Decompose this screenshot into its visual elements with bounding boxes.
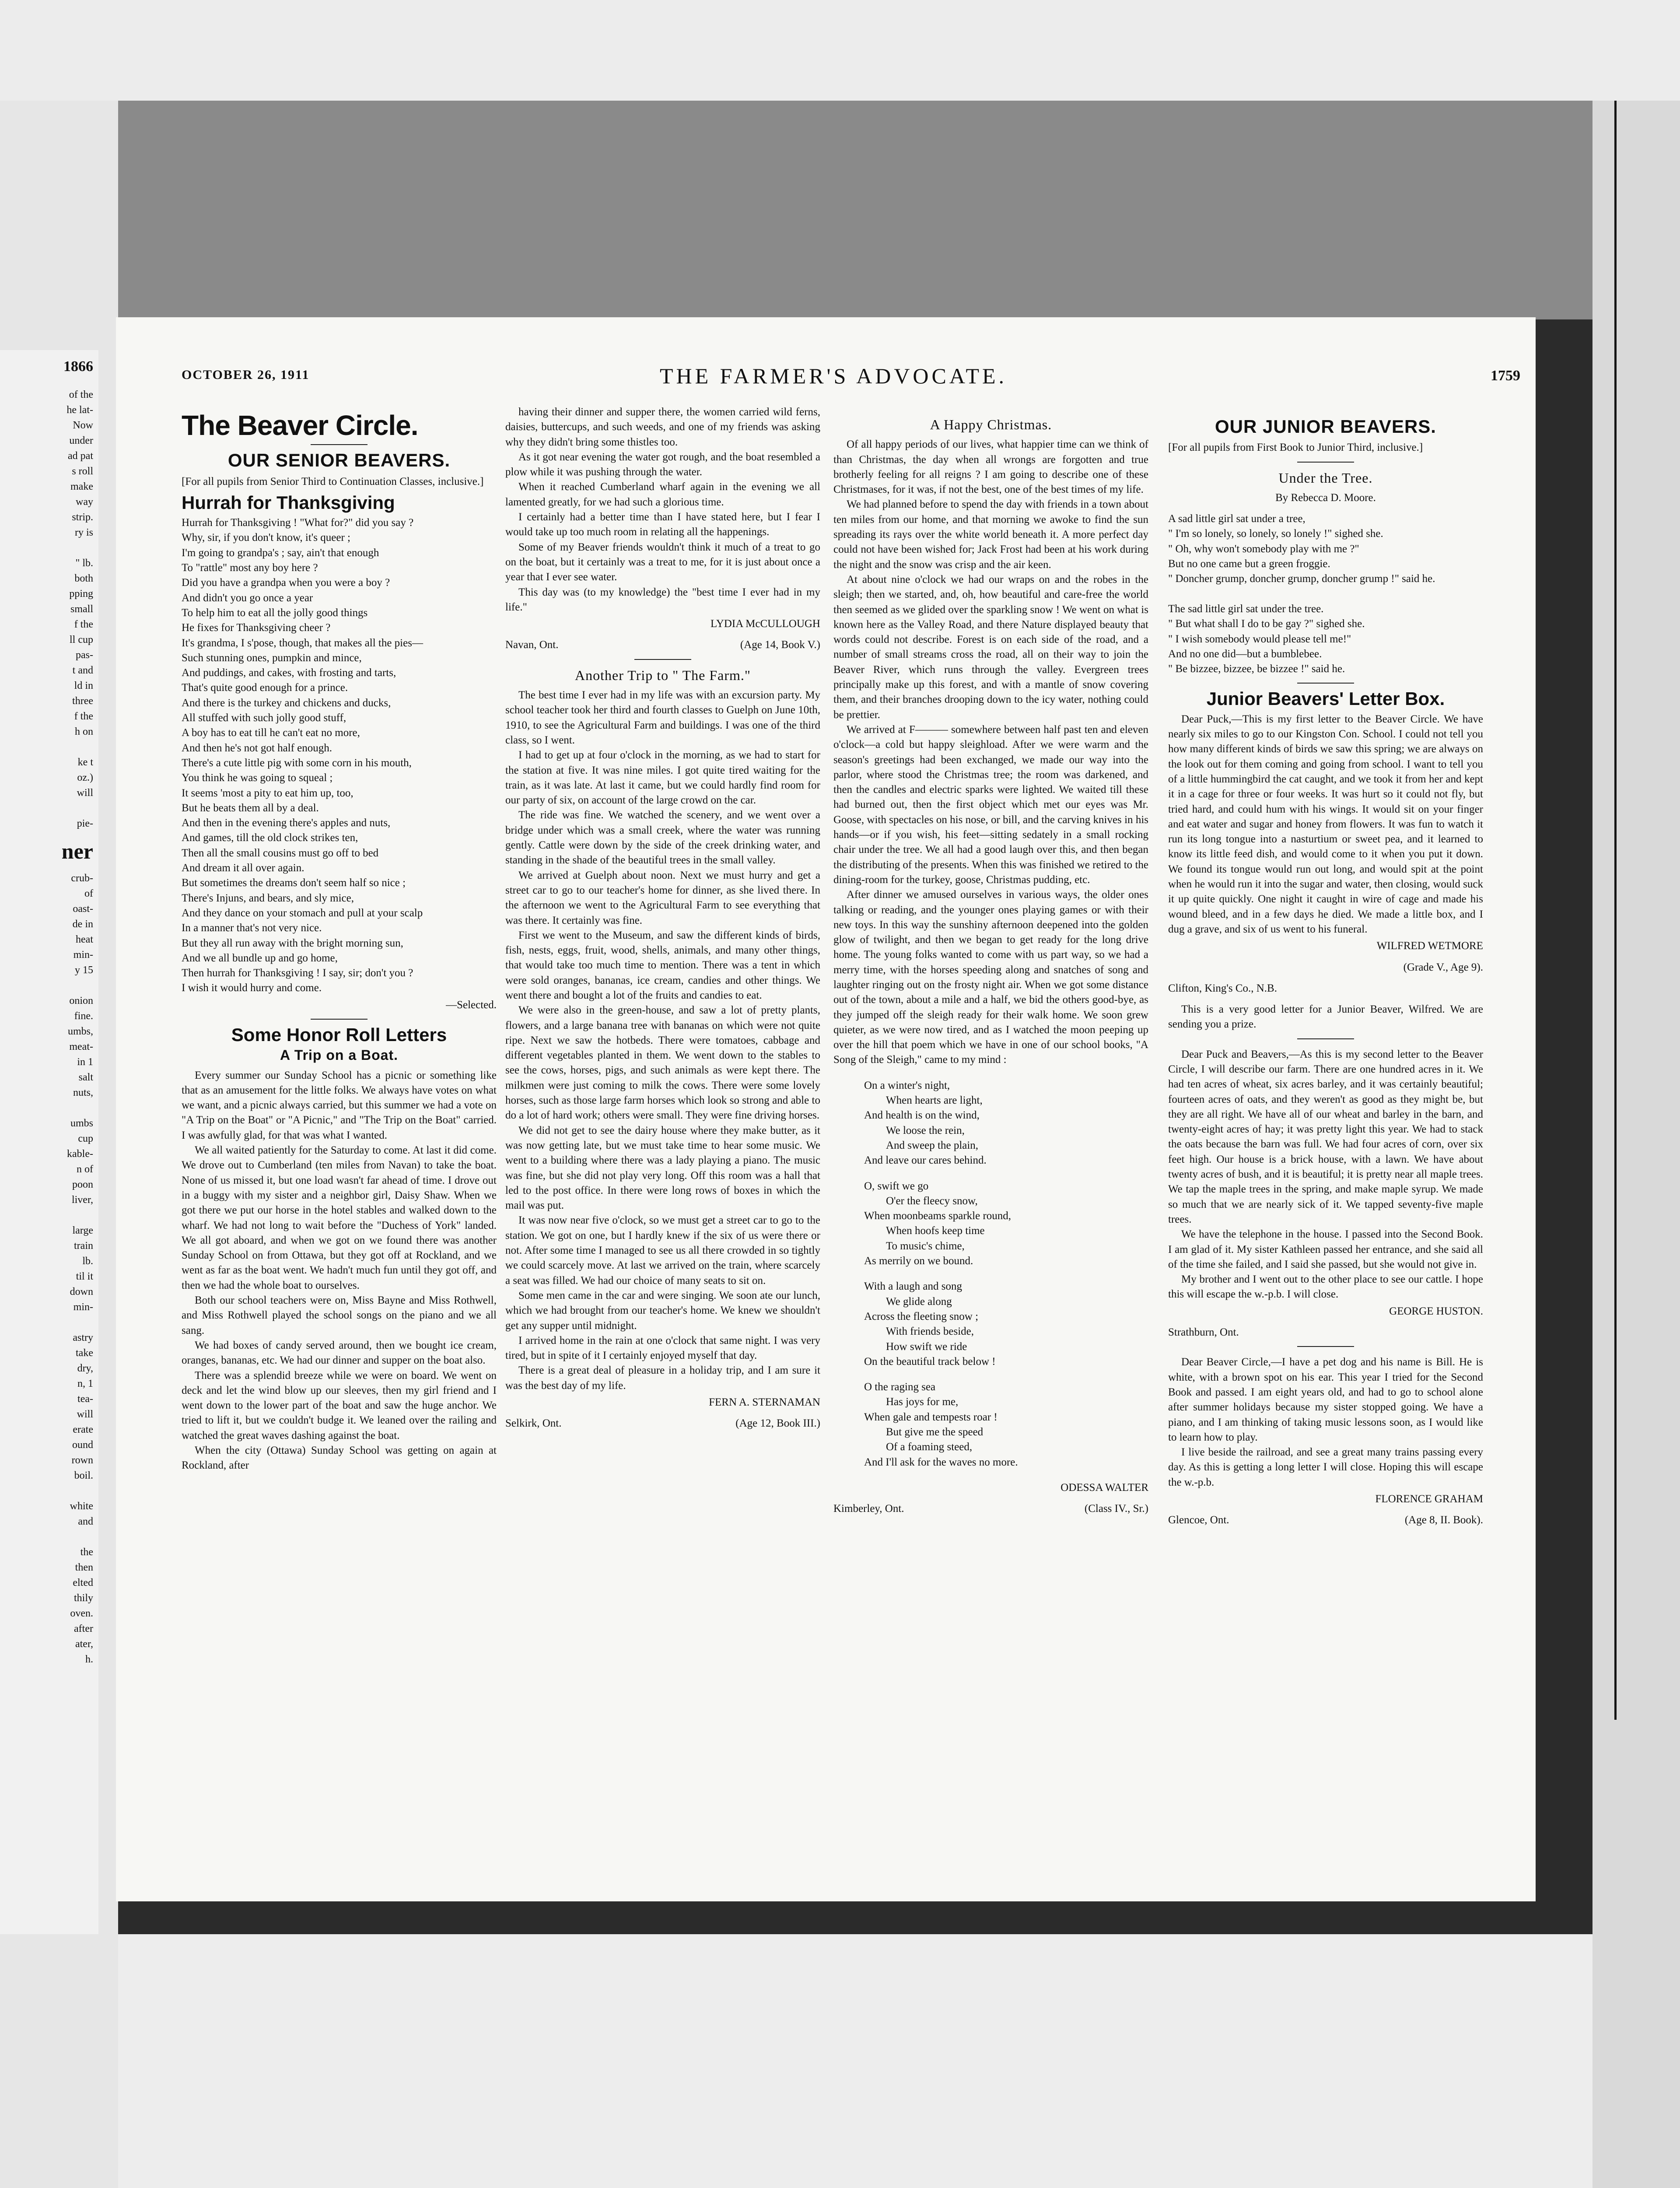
poem-line: A boy has to eat till he can't eat no more,	[182, 727, 360, 739]
paragraph: The ride was fine. We watched the scenery, and we went over a bridge under which was a small creek, where the water was running gently. Cattle were down by the side of the creek drinking water, and standing in the shade of the beautiful trees in the small valley.	[505, 809, 820, 866]
editor-reply: This is a very good letter for a Junior Beaver, Wilfred. We are sending you a prize.	[1168, 1003, 1483, 1031]
fragment-line: cup	[78, 1133, 93, 1144]
signature-age: (Age 12, Book III.)	[735, 1417, 820, 1430]
signature-place: Selkirk, Ont.	[505, 1417, 562, 1430]
paragraph: The best time I ever had in my life was with an excursion party. My school teacher took her third and fourth classes to Guelph on June 10th, 1910, to see the Agricultural Farm and buildings. I was one of the third class, so I went.	[505, 689, 820, 746]
paragraph: First we went to the Museum, and saw the different kinds of birds, fish, nests, eggs, fruit, wood, shells, animals, and many other things, that would take too much time to mention. There was a tent in which were sold oranges, bananas, ice cream, candies and other things. We went there and bought a lot of the fruits and candies to eat.	[505, 929, 820, 1001]
poem-line: " Doncher grump, doncher grump, doncher grump !" said he.	[1168, 573, 1435, 585]
poem-line: And sweep the plain,	[886, 1139, 979, 1151]
poem-line: We loose the rein,	[886, 1124, 965, 1136]
rule	[1297, 1346, 1354, 1347]
poem-line: On a winter's night,	[864, 1079, 950, 1091]
fragment-line: crub-	[71, 873, 93, 884]
letter-george	[1168, 1047, 1483, 1302]
paragraph: I had to get up at four o'clock in the morning, as we had to start for the station at five. It was nine miles. I got quite tired waiting for the train, as it was late. At last it came, but we could hardly find room for our party of six, on account of the large crowd on the car.	[505, 749, 820, 806]
fragment-line	[0, 801, 98, 816]
boat-letter-continued	[505, 405, 820, 615]
poem-line: There's Injuns, and bears, and sly mice,	[182, 892, 354, 904]
fragment-line: will	[77, 1409, 93, 1420]
poem-line: As merrily on we bound.	[864, 1255, 973, 1267]
under-the-tree-poem	[1168, 512, 1483, 677]
poem-line: A sad little girl sat under a tree,	[1168, 513, 1306, 525]
scan-gray-band	[118, 101, 1592, 319]
fragment-line: de in	[72, 919, 93, 930]
farm-trip-heading: Another Trip to " The Farm."	[575, 667, 751, 683]
masthead: THE FARMER'S ADVOCATE.	[659, 364, 1008, 388]
christmas-heading: A Happy Christmas.	[930, 417, 1052, 432]
senior-beavers-heading: OUR SENIOR BEAVERS.	[228, 450, 451, 471]
fragment-line: heat	[76, 934, 93, 945]
junior-note: [For all pupils from First Book to Junior Third, inclusive.]	[1168, 442, 1423, 454]
rule	[311, 444, 368, 445]
paragraph: Some men came in the car and were singing. We soon ate our lunch, which we had brought from our teacher's home. We knew we shouldn't get any supper until midnight.	[505, 1289, 820, 1332]
letter-wilfred	[1168, 712, 1483, 937]
fragment-line: both	[74, 573, 93, 584]
fragment-line: y 15	[75, 964, 93, 976]
fragment-line	[0, 1529, 98, 1545]
poem-line: And leave our cares behind.	[864, 1154, 987, 1167]
left-fragment-heading: ner	[61, 839, 93, 863]
fragment-line: pping	[69, 588, 93, 600]
paragraph: Dear Puck,—This is my first letter to the Beaver Circle. We have nearly six miles to go to our Kingston Con. School. I could not tell you how many different kinds of birds we saw this spring; we are always on the look out for them coming and going from school. I want to tell you of a little hummingbird the cat caught, and we took it from her and kept it in a cage for three or four weeks. It was hurt so it could not fly, but tried hard, and could hum with his wings. It would sit on your finger and eat water and sugar and honey from flowers. It was fun to watch it run its long tongue into a nasturtium or sweet pea, and it learned to know its little feed dish, and would come to it when you put it down. We found its tongue would run out long, and would spit at the point when he would run it into the sugar and water, then closing, would suck it up quite quickly. One night it caught in wire of cage and made his wound bleed, and in a few days he died. We made a little box, and I dug a grave, and six of us went to his funeral.	[1168, 713, 1483, 935]
signature-age: (Age 8, II. Book).	[1404, 1514, 1483, 1526]
fragment-line: then	[75, 1562, 93, 1573]
left-fragment-lines-b	[0, 871, 98, 1667]
fragment-line: astry	[73, 1332, 93, 1343]
fragment-line: liver,	[71, 1194, 93, 1206]
paragraph: We arrived at F——— somewhere between half past ten and eleven o'clock—a cold but happy sleighload. After we were warm and the season's greetings had been exchanged, we made our way into the parlor, where stood the Christmas tree; the room was darkened, and then the candles and electric sparks were lighted. We waited till these had burned out, then the first object which met our eyes was Mr. Goose, with spectacles on his nose, or bill, and the carving knives in his hands—or if you wish, his feet—sitting sedately in a small rocking chair under the tree. We all had a good laugh over this, and then began the distributing of the presents. When this was finished we retired to the dining-room for the turkey, goose, Christmas pudding, etc.	[833, 723, 1148, 886]
signature-age: (Class IV., Sr.)	[1084, 1503, 1148, 1515]
poem-line: When gale and tempests roar !	[864, 1411, 998, 1423]
fragment-line: ad pat	[68, 450, 93, 462]
signature-name: WILFRED WETMORE	[1376, 940, 1483, 952]
fragment-line	[0, 540, 98, 556]
poem-line: And no one did—but a bumblebee.	[1168, 648, 1322, 660]
fragment-line: make	[70, 481, 93, 492]
paragraph: When it reached Cumberland wharf again in the evening we all lamented greatly, for we had such a glorious time.	[505, 481, 820, 508]
fragment-line: umbs	[70, 1118, 93, 1129]
signature-place: Clifton, King's Co., N.B.	[1168, 982, 1277, 994]
signature-line	[1168, 1513, 1483, 1528]
poem-line: But sometimes the dreams don't seem half so nice ;	[182, 877, 406, 889]
fragment-line: he lat-	[66, 404, 93, 416]
column-3	[833, 414, 1148, 1522]
poem-line: Then all the small cousins must go off to bed	[182, 847, 379, 859]
poem-line: And there is the turkey and chickens and ducks,	[182, 697, 391, 709]
farm-trip-letter	[505, 688, 820, 1393]
page-header	[182, 364, 1520, 394]
poem-line: Did you have a grandpa when you were a boy ?	[182, 577, 390, 589]
poem-line: When moonbeams sparkle round,	[864, 1210, 1012, 1222]
poem-line: There's a cute little pig with some corn in his mouth,	[182, 757, 412, 769]
fragment-line: tea-	[77, 1393, 93, 1405]
poem-line: And I'll ask for the waves no more.	[864, 1456, 1018, 1468]
fragment-line	[0, 1208, 98, 1223]
fragment-line: take	[76, 1347, 93, 1359]
fragment-line	[0, 740, 98, 755]
poem-line: " I'm so lonely, so lonely, so lonely !" sighed she.	[1168, 528, 1383, 540]
issue-date: OCTOBER 26, 1911	[182, 368, 310, 382]
fragment-line: t and	[72, 665, 93, 676]
fragment-line: will	[77, 787, 93, 799]
fragment-line: h on	[75, 726, 93, 737]
newspaper-page	[116, 317, 1536, 1901]
poem-line: To music's chime,	[886, 1240, 965, 1252]
fragment-line: til it	[76, 1271, 93, 1282]
poem-stanza	[864, 1179, 1148, 1269]
fragment-line: umbs,	[67, 1026, 93, 1037]
poem-line: You think he was going to squeal ;	[182, 772, 333, 784]
fragment-line: meat-	[69, 1041, 93, 1052]
fragment-line: in 1	[77, 1056, 93, 1068]
rule	[311, 1019, 368, 1020]
signature-place: Strathburn, Ont.	[1168, 1326, 1239, 1339]
fragment-line: oast-	[73, 903, 93, 915]
fragment-line: strip.	[72, 512, 93, 523]
poem-line: Has joys for me,	[886, 1396, 959, 1408]
fragment-line: under	[69, 435, 93, 446]
signature-place: Kimberley, Ont.	[833, 1503, 904, 1515]
left-page-fragment	[0, 350, 98, 1934]
fragment-line: Now	[73, 420, 93, 431]
rule	[1297, 683, 1354, 684]
fragment-line: ry is	[75, 527, 93, 538]
paragraph: I live beside the railroad, and see a great many trains passing every day. As this is getting a long letter I will close. Hoping this will escape the w.-p.b.	[1168, 1446, 1483, 1488]
paragraph: We did not get to see the dairy house where they make butter, as it was now getting late, but we must take time to hear some music. We went to a building where there was a lady playing a piano. The music was fine, but she did not play very long. Off this room was a hall that led to the post office. In there were long rows of boxes in which the mail was put.	[505, 1124, 820, 1212]
poem-line: We glide along	[886, 1295, 952, 1308]
poem-line: And health is on the wind,	[864, 1109, 980, 1122]
fragment-line	[0, 978, 98, 993]
poem-line: " I wish somebody would please tell me!"	[1168, 633, 1351, 645]
poem-line: Why, sir, if you don't know, it's queer ;	[182, 532, 350, 544]
poem-line: With a laugh and song	[864, 1280, 962, 1293]
thanksgiving-poem	[182, 515, 497, 996]
signature-age: (Grade V., Age 9).	[1403, 961, 1483, 973]
column-2	[505, 405, 820, 1438]
poem-credit: —Selected.	[446, 999, 497, 1011]
rule	[1297, 1038, 1354, 1039]
fragment-line: of the	[69, 389, 93, 400]
paragraph: We have the telephone in the house. I passed into the Second Book. I am glad of it. My sister Kathleen passed her entrance, and she said all of the time she failed, and I said she passed, but she would not give in.	[1168, 1228, 1483, 1270]
poem-line: And we all bundle up and go home,	[182, 952, 338, 964]
fragment-line: rown	[71, 1455, 93, 1466]
signature-line	[833, 1501, 1148, 1516]
poem-line: O'er the fleecy snow,	[886, 1195, 978, 1207]
poem-line: " Oh, why won't somebody play with me ?"	[1168, 543, 1359, 555]
fragment-line: ld in	[74, 680, 93, 691]
fragment-line: min-	[73, 1301, 93, 1313]
paragraph: Some of my Beaver friends wouldn't think it much of a treat to go on the boat, but it certainly was a treat to me, for it is just about once a year that I ever see water.	[505, 541, 820, 583]
poem-line: Then hurrah for Thanksgiving ! I say, sir; don't you ?	[182, 967, 413, 979]
scan-divider-line	[1614, 101, 1617, 1720]
signature-line	[505, 638, 820, 652]
scan-right-edge	[1592, 101, 1680, 2188]
fragment-line: min-	[73, 949, 93, 961]
fragment-line: after	[74, 1623, 93, 1634]
signature-name: GEORGE HUSTON.	[1389, 1305, 1483, 1317]
fragment-line: f the	[74, 619, 93, 630]
paragraph: It was now near five o'clock, so we must get a street car to go to the station. We got on one, but I hardly knew if the six of us were there or not. After some time I managed to see us all there crowded in so tightly we could scarcely move. At last we arrived on the train, where scarcely a seat was filled. We had our choice of many seats to sit on.	[505, 1214, 820, 1287]
song-of-the-sleigh	[833, 1078, 1148, 1470]
fragment-line: salt	[78, 1072, 93, 1083]
thanksgiving-poem-title: Hurrah for Thanksgiving	[182, 492, 395, 513]
fragment-line: three	[72, 695, 93, 707]
christmas-letter	[833, 437, 1148, 1067]
fragment-line: thily	[74, 1592, 93, 1604]
signature-name: FLORENCE GRAHAM	[1375, 1493, 1483, 1505]
paragraph: At about nine o'clock we had our wraps on and the robes in the sleigh; then we started, and, oh, how beautiful and care-free the world then seemed as we glided over the sparkling snow ! We went on what is known here as the Valley Road, and there Nature displayed beauty that words could not describe. Forest is on each side of the road, and a number of small streams cross the road, all on their way to join the Beaver River, which runs through the valley. Evergreen trees principally make up this forest, and with a mantle of snow covering them, and their branches drooping down to the icy water, nothing could be prettier.	[833, 573, 1148, 721]
poem-line: O, swift we go	[864, 1180, 929, 1192]
poem-line: But they all run away with the bright morning sun,	[182, 937, 403, 949]
poem-line: That's quite good enough for a prince.	[182, 682, 348, 694]
fragment-line	[0, 1315, 98, 1330]
poem-line: When hoofs keep time	[886, 1225, 985, 1237]
paragraph: We were also in the green-house, and saw a lot of pretty plants, flowers, and a large banana tree with bananas on which were not quite ripe. Next we saw the hotbeds. There were tomatoes, cabbage and different vegetables planted in them. We went down to the stables to see the cows, horses, pigs, and such animals as were kept there. The milkmen were just coming to milk the cows. There were some lovely horses, such as those large farm horses which look so strong and able to do a lot of hard work; others were small. They were fine driving horses.	[505, 1004, 820, 1122]
poem-line: On the beautiful track below !	[864, 1355, 996, 1368]
fragment-line: small	[70, 603, 93, 615]
poem-line: How swift we ride	[886, 1340, 967, 1353]
poem-line: The sad little girl sat under the tree.	[1168, 603, 1324, 615]
column-1	[182, 409, 497, 1473]
poem-line: When hearts are light,	[886, 1094, 983, 1107]
fragment-line: lb.	[82, 1255, 93, 1267]
paragraph: We had planned before to spend the day with friends in a town about ten miles from our home, and that morning we awoke to find the sun spreading its rays over the white world beneath it. A more perfect day could not have been wished for; Jack Frost had been at his work during the night and the snow was crisp and the air keen.	[833, 498, 1148, 571]
signature-age: (Age 14, Book V.)	[740, 639, 820, 651]
fragment-line: onion	[69, 995, 93, 1006]
poem-line: And didn't you go once a year	[182, 592, 313, 604]
poem-line: And puddings, and cakes, with frosting and tarts,	[182, 667, 396, 679]
signature-line	[505, 1416, 820, 1431]
poem-line: And dream it all over again.	[182, 862, 304, 874]
poem-line: I wish it would hurry and come.	[182, 982, 322, 994]
fragment-line: poon	[72, 1179, 93, 1190]
poem-line: And they dance on your stomach and pull at your scalp	[182, 907, 423, 919]
poem-line: Hurrah for Thanksgiving ! "What for?" did you say ?	[182, 517, 414, 529]
poem-line: But he beats them all by a deal.	[182, 802, 319, 814]
paragraph: We all waited patiently for the Saturday to come. At last it did come. We drove out to Cumberland (ten miles from Navan) to take the boat. None of us missed it, but one load wasn't far ahead of time. I drove out in a buggy with my sister and a neighbor girl, Daisy Shaw. When we got there we put our horse in the hotel stables and walked down to the wharf. We had not long to wait before the "Duchess of York" landed. We all got aboard, and when we got on we found there was another Sunday School on from Ottawa, but they got off at Rockland, and we went as far as the boat went. We hadn't much fun until they got off, and then we had the whole boat to ourselves.	[182, 1144, 497, 1291]
fragment-line: dry,	[77, 1363, 93, 1374]
honor-roll-heading: Some Honor Roll Letters	[231, 1024, 447, 1045]
poem-line: " Be bizzee, bizzee, be bizzee !" said he.	[1168, 663, 1345, 675]
under-the-tree-title: Under the Tree.	[1278, 470, 1373, 486]
page-number: 1759	[1491, 368, 1520, 384]
paragraph: We had boxes of candy served around, then we bought ice cream, oranges, bananas, etc. We had our dinner and supper on the boat also.	[182, 1339, 497, 1367]
paragraph: I certainly had a better time than I have stated here, but I fear I would take up too much room in relating all the happenings.	[505, 511, 820, 538]
signature-place: Glencoe, Ont.	[1168, 1514, 1229, 1526]
fragment-line: white	[70, 1501, 93, 1512]
poem-stanza	[864, 1078, 1148, 1168]
poem-line: But no one came but a green froggie.	[1168, 558, 1330, 570]
poem-line: All stuffed with such jolly good stuff,	[182, 712, 346, 724]
section-title: The Beaver Circle.	[182, 410, 418, 441]
junior-beavers-heading: OUR JUNIOR BEAVERS.	[1215, 416, 1436, 437]
poem-line: He fixes for Thanksgiving cheer ?	[182, 622, 331, 634]
fragment-line: pie-	[77, 818, 93, 829]
fragment-line: the	[80, 1546, 93, 1558]
fragment-line: n of	[77, 1164, 93, 1175]
poem-line: And then in the evening there's apples and nuts,	[182, 817, 391, 829]
poem-line: Across the fleeting snow ;	[864, 1310, 979, 1322]
fragment-line: ke t	[77, 757, 93, 768]
poem-line: Such stunning ones, pumpkin and mince,	[182, 652, 362, 664]
fragment-line: train	[74, 1240, 93, 1252]
poem-stanza	[864, 1279, 1148, 1369]
fragment-line	[0, 1101, 98, 1116]
fragment-line: nuts,	[73, 1087, 93, 1098]
left-page-number: 1866	[63, 358, 93, 375]
poem-line: I'm going to grandpa's ; say, ain't that enough	[182, 547, 379, 559]
fragment-line: way	[76, 496, 93, 508]
paragraph: There was a splendid breeze while we were on board. We went on deck and let the wind blow up our sleeves, then my girl friend and I went down to the lower part of the boat and saw the huge anchor. We tried to lift it, but we couldn't budge it. We leaned over the railing and watched the great waves dashing against the boat.	[182, 1369, 497, 1441]
poem-line: To help him to eat all the jolly good things	[182, 607, 368, 619]
left-fragment-lines-a	[0, 387, 98, 831]
fragment-line: elted	[73, 1577, 93, 1588]
fragment-line: f the	[74, 711, 93, 722]
fragment-line: and	[78, 1516, 93, 1527]
fragment-line: fine.	[74, 1010, 93, 1022]
scan-top-margin	[0, 0, 1680, 101]
fragment-line: ound	[72, 1439, 93, 1451]
letter-box-heading: Junior Beavers' Letter Box.	[1206, 688, 1445, 709]
fragment-line: pas-	[76, 649, 93, 661]
poem-line: " But what shall I do to be gay ?" sighed she.	[1168, 618, 1365, 630]
poem-author: By Rebecca D. Moore.	[1275, 491, 1376, 504]
paragraph: Dear Beaver Circle,—I have a pet dog and his name is Bill. He is white, with a brown spot on his ear. This year I tried for the Second Book and passed. I am eight years old, and had to go to school alone after summer holidays because my sister stopped going. We have a piano, and I am thinking of taking music lessons soon, as I would like to learn how to play.	[1168, 1356, 1483, 1443]
scan-bottom-margin	[118, 1934, 1592, 2188]
fragment-line: ater,	[75, 1638, 93, 1650]
paragraph: Both our school teachers were on, Miss Bayne and Miss Rothwell, and Miss Rothwell played the school songs on the piano and we all sang.	[182, 1294, 497, 1336]
column-4	[1168, 416, 1483, 1534]
fragment-line: oven.	[70, 1608, 93, 1619]
poem-line: And then he's not got half enough.	[182, 742, 332, 754]
paragraph: I arrived home in the rain at one o'clock that same night. I was very tired, but in spite of it I certainly enjoyed myself that day.	[505, 1334, 820, 1362]
fragment-line: kable-	[67, 1148, 93, 1160]
signature-name: LYDIA McCULLOUGH	[710, 618, 820, 630]
paragraph: We arrived at Guelph about noon. Next we must hurry and get a street car to go to our teacher's home for dinner, as she lived there. In the afternoon we went to the Agricultural Farm to see everything that was there. It certainly was fine.	[505, 869, 820, 926]
paragraph: As it got near evening the water got rough, and the boat resembled a plow while it was pushing through the water.	[505, 451, 820, 478]
poem-line: It's grandma, I s'pose, though, that makes all the pies—	[182, 637, 423, 649]
signature-place: Navan, Ont.	[505, 639, 559, 651]
fragment-line: boil.	[74, 1470, 93, 1481]
poem-line	[1168, 587, 1483, 602]
letter-florence	[1168, 1355, 1483, 1490]
honor-roll-letter	[182, 1068, 497, 1473]
fragment-line: erate	[73, 1424, 93, 1435]
poem-line: In a manner that's not very nice.	[182, 922, 322, 934]
senior-note: [For all pupils from Senior Third to Continuation Classes, inclusive.]	[182, 475, 484, 487]
paragraph: This day was (to my knowledge) the "best time I ever had in my life."	[505, 586, 820, 613]
poem-line: It seems 'most a pity to eat him up, too,	[182, 787, 354, 799]
fragment-line: large	[72, 1225, 93, 1236]
poem-line: And games, till the old clock strikes ten,	[182, 832, 358, 844]
fragment-line: s roll	[72, 466, 93, 477]
fragment-line: ll cup	[70, 634, 93, 645]
signature-name: ODESSA WALTER	[1060, 1481, 1148, 1494]
fragment-line: down	[70, 1286, 93, 1297]
rule	[634, 659, 691, 660]
paragraph: Of all happy periods of our lives, what happier time can we think of than Christmas, the day when all wrongs are forgotten and true brotherly feeling for all reigns ? I am going to describe one of these Christmases, for it was, if not the best, one of the best times of my life.	[833, 438, 1148, 496]
paragraph: My brother and I went out to the other place to see our cattle. I hope this will escape the w.-p.b. I will close.	[1168, 1273, 1483, 1301]
poem-line: O the raging sea	[864, 1381, 936, 1393]
fragment-line: " lb.	[75, 558, 93, 569]
poem-line: To "rattle" most any boy here ?	[182, 562, 318, 574]
paragraph: Dear Puck and Beavers,—As this is my second letter to the Beaver Circle, I will describe our farm. There are one hundred acres in it. We had ten acres of wheat, six acres barley, and it was certainly beautiful; fourteen acres of oats, and they weren't as good as they might be, but they are all right. We have all of our wheat and barley in the barn, and twenty-eight acres of hay; it was pretty light this year. We had to stack the oats because the barn was full. We had four acres of corn, over six feet high. Our house is a brick house, with a lawn. We have about twenty acres of bush, and it is beautiful; it is pretty near all maple trees. We tap the maple trees in the spring, and make maple syrup. We made so much that we are nearly sick of it. We tapped seventy-five maple trees.	[1168, 1048, 1483, 1225]
paragraph: having their dinner and supper there, the women carried wild ferns, daisies, buttercups, and such weeds, and one of my friends was asking why they didn't bring some thistles too.	[505, 406, 820, 448]
rule	[1297, 462, 1354, 463]
paragraph: Every summer our Sunday School has a picnic or something like that as an amusement for the little folks. We always have votes on what we want, and a picnic always carried, but this summer we had a vote on "A Trip on the Boat" or "A Picnic," and "The Trip on the Boat" carried. I was awfully glad, for that was what I wanted.	[182, 1069, 497, 1141]
fragment-line: n, 1	[77, 1378, 93, 1389]
paragraph: When the city (Ottawa) Sunday School was getting on again at Rockland, after	[182, 1445, 497, 1472]
paragraph: After dinner we amused ourselves in various ways, the older ones talking or reading, and the younger ones playing games or with their new toys. In this way the sunshiny afternoon deepened into the golden glow of twilight, and then we began to get ready for the long drive home. The young folks wanted to come with us part way, so we had a merry time, with the horses speeding along and snatches of song and laughter ringing out on the frosty night air. When we got some distance out of the town, about a mile and a half, we bid the others good-bye, as they jumped off the sleigh ready for their walk home. We soon grew quieter, as we were now tired, and as I watched the moon peeping up over the hill that poem which we have in one of our school books, "A Song of the Sleigh," came to my mind :	[833, 889, 1148, 1066]
poem-line: With friends beside,	[886, 1325, 974, 1338]
signature-name: FERN A. STERNAMAN	[709, 1396, 820, 1408]
fragment-line: h.	[85, 1654, 93, 1665]
fragment-line: oz.)	[77, 772, 93, 783]
poem-line: But give me the speed	[886, 1426, 984, 1438]
honor-roll-subheading: A Trip on a Boat.	[280, 1047, 399, 1063]
fragment-line: of	[84, 888, 93, 899]
fragment-line	[0, 1483, 98, 1499]
poem-line: Of a foaming steed,	[886, 1441, 973, 1453]
paragraph: There is a great deal of pleasure in a holiday trip, and I am sure it was the best day of my life.	[505, 1364, 820, 1392]
poem-stanza	[864, 1380, 1148, 1470]
